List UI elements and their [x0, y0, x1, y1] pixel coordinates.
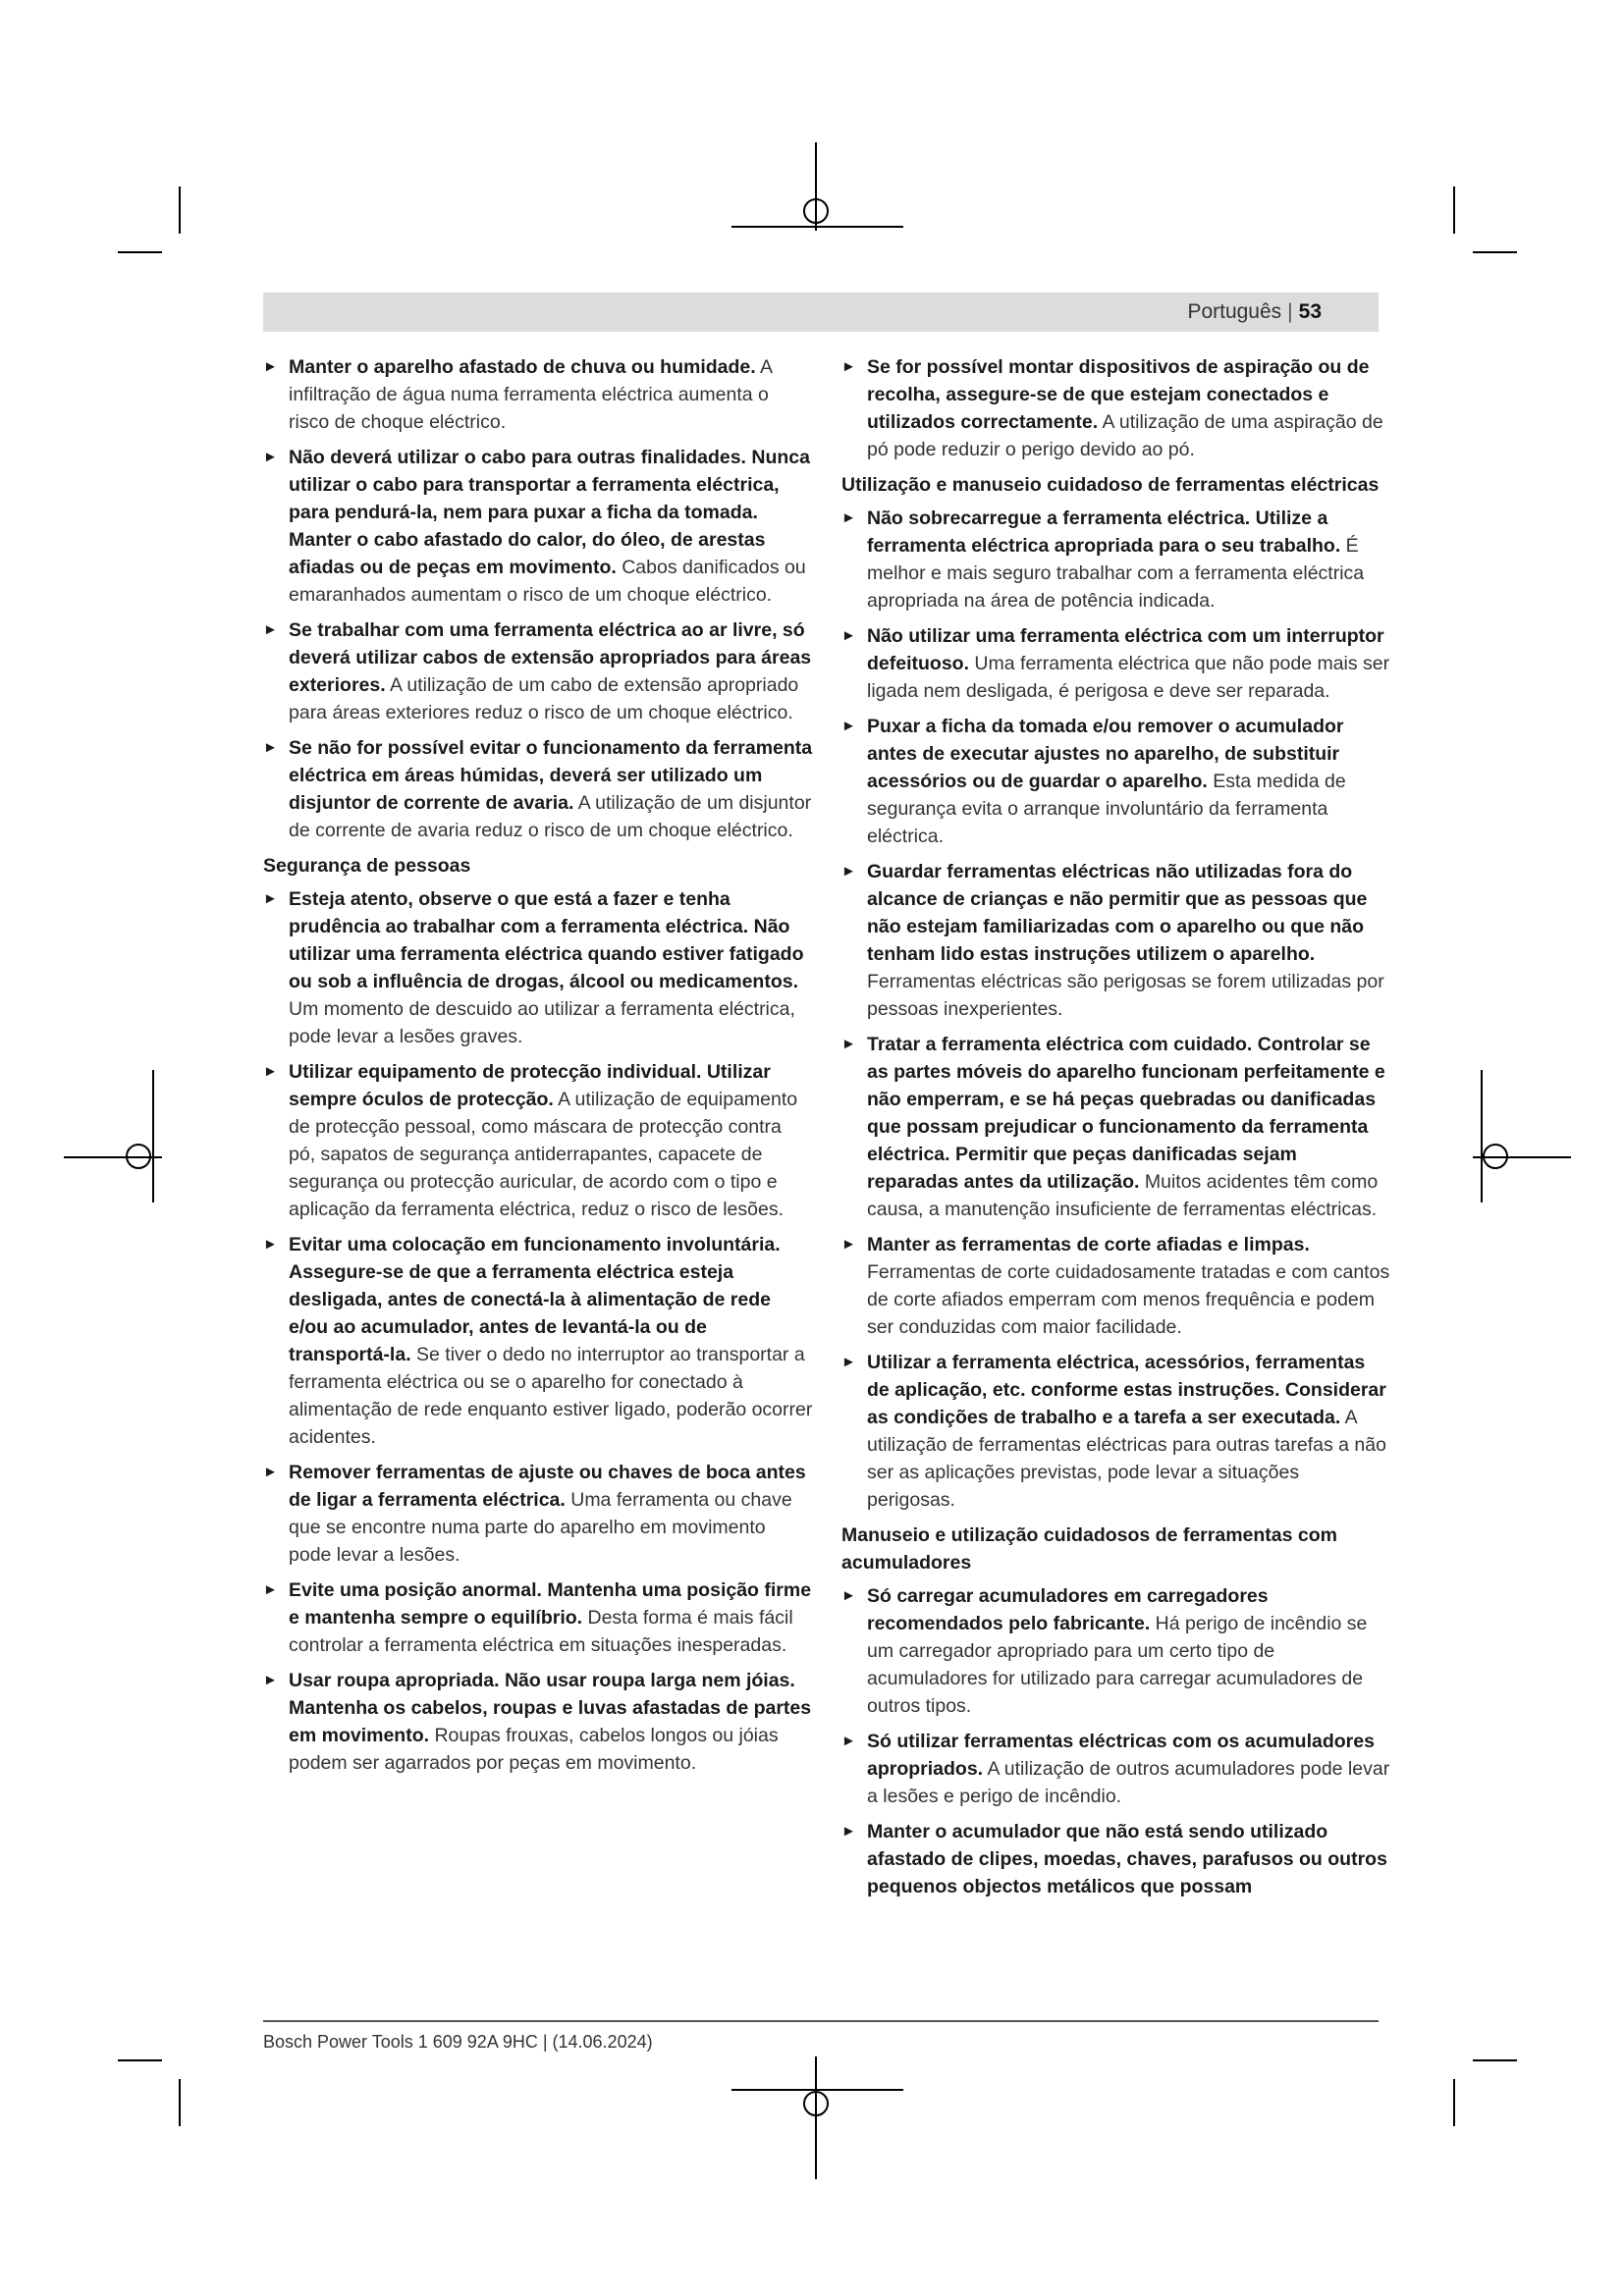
item-bold-text: Só utilizar ferramentas eléctricas com os acumuladores apropriados.	[867, 1731, 1375, 1780]
crop-mark	[1473, 2059, 1517, 2061]
footer-divider	[263, 2020, 1379, 2022]
header-label	[1187, 293, 1322, 332]
registration-target-icon	[126, 1144, 151, 1169]
item-normal-text: A utilização de equipamento de protecção pessoal, como máscara de protecção contra pó, sapatos de segurança antiderrapantes, capacete de segurança ou protecção auricular, de acordo com o tipo e aplicação da ferramenta eléctrica, reduz o risco de lesões.	[289, 1089, 798, 1220]
bullet-arrow-icon: ►	[841, 1354, 856, 1370]
bullet-arrow-icon: ►	[263, 1464, 278, 1480]
item-bold-text: Usar roupa apropriada. Não usar roupa larga nem jóias. Mantenha os cabelos, roupas e luvas afastadas de partes em movimento.	[289, 1670, 812, 1746]
section-heading: Utilização e manuseio cuidadoso de ferramentas eléctricas	[841, 474, 1380, 496]
item-normal-text: Esta medida de segurança evita o arranque involuntário da ferramenta eléctrica.	[867, 771, 1346, 847]
item-normal-text: A utilização de ferramentas eléctricas para outras tarefas a não ser as aplicações previstas, pode levar a situações perigosas.	[867, 1407, 1386, 1511]
registration-mark	[815, 2056, 817, 2179]
left-column	[263, 353, 813, 1785]
item-normal-text: Muitos acidentes têm como causa, a manutenção insuficiente de ferramentas eléctricas.	[867, 1171, 1379, 1220]
list-item	[263, 1667, 813, 1777]
bullet-arrow-icon: ►	[841, 1823, 856, 1840]
section-heading: Segurança de pessoas	[263, 855, 471, 877]
item-bold-text: Se não for possível evitar o funcionamento da ferramenta eléctrica em áreas húmidas, deverá ser utilizado um disjuntor de corrente de avaria.	[289, 737, 813, 814]
header-language: Português	[1187, 300, 1282, 323]
item-bold-text: Não sobrecarregue a ferramenta eléctrica. Utilize a ferramenta eléctrica apropriada para o seu trabalho.	[867, 507, 1341, 557]
right-column	[841, 353, 1391, 1908]
item-normal-text: Roupas frouxas, cabelos longos ou jóias podem ser agarrados por peças em movimento.	[289, 1725, 779, 1774]
crop-mark	[179, 2079, 181, 2126]
bullet-arrow-icon: ►	[263, 1236, 278, 1253]
crop-mark	[179, 187, 181, 234]
item-normal-text: Uma ferramenta ou chave que se encontre numa parte do aparelho em movimento pode levar a lesões.	[289, 1489, 792, 1566]
bullet-arrow-icon: ►	[263, 890, 278, 907]
item-normal-text: A utilização de outros acumuladores pode levar a lesões e perigo de incêndio.	[867, 1758, 1390, 1807]
list-item	[263, 1459, 813, 1569]
page-header	[263, 293, 1379, 332]
item-bold-text: Guardar ferramentas eléctricas não utilizadas fora do alcance de crianças e não permitir que as pessoas que não estejam familiarizadas com o aparelho ou que não tenham lido estas instruções utilizem o aparelho.	[867, 861, 1368, 965]
item-normal-text: A utilização de uma aspiração de pó pode reduzir o perigo devido ao pó.	[867, 411, 1383, 460]
list-item	[263, 353, 813, 436]
item-bold-text: Evitar uma colocação em funcionamento involuntária. Assegure-se de que a ferramenta eléctrica esteja desligada, antes de conectá-la à alimentação de rede e/ou ao acumulador, antes de levantá-la ou de transportá-la.	[289, 1234, 781, 1365]
bullet-arrow-icon: ►	[841, 509, 856, 526]
registration-mark	[1481, 1070, 1483, 1202]
registration-mark	[152, 1070, 154, 1202]
list-item	[841, 1231, 1391, 1341]
item-bold-text: Manter o aparelho afastado de chuva ou humidade.	[289, 356, 756, 378]
bullet-arrow-icon: ►	[263, 1672, 278, 1688]
item-bold-text: Manter as ferramentas de corte afiadas e limpas.	[867, 1234, 1310, 1255]
header-separator: |	[1287, 300, 1293, 323]
item-normal-text: Uma ferramenta eléctrica que não pode mais ser ligada nem desligada, é perigosa e deve ser reparada.	[867, 653, 1390, 702]
item-normal-text: Desta forma é mais fácil controlar a ferramenta eléctrica em situações inesperadas.	[289, 1607, 793, 1656]
crop-mark	[118, 251, 162, 253]
bullet-arrow-icon: ►	[263, 1581, 278, 1598]
item-normal-text: Ferramentas eléctricas são perigosas se forem utilizadas por pessoas inexperientes.	[867, 971, 1384, 1020]
registration-target-icon	[803, 2091, 829, 2116]
list-item	[841, 858, 1391, 1023]
item-normal-text: A utilização de um cabo de extensão apropriado para áreas exteriores reduz o risco de um choque eléctrico.	[289, 674, 799, 723]
bullet-arrow-icon: ►	[841, 863, 856, 880]
item-bold-text: Utilizar equipamento de protecção individual. Utilizar sempre óculos de protecção.	[289, 1061, 771, 1110]
bullet-arrow-icon: ►	[263, 621, 278, 638]
footer-text: Bosch Power Tools 1 609 92A 9HC | (14.06.2024)	[263, 2032, 653, 2052]
bullet-arrow-icon: ►	[841, 1036, 856, 1052]
bullet-arrow-icon: ►	[841, 627, 856, 644]
list-item	[841, 1818, 1391, 1900]
bullet-arrow-icon: ►	[841, 358, 856, 375]
page-number: 53	[1298, 300, 1322, 323]
item-bold-text: Remover ferramentas de ajuste ou chaves de boca antes de ligar a ferramenta eléctrica.	[289, 1462, 806, 1511]
list-item	[263, 1058, 813, 1223]
bullet-arrow-icon: ►	[263, 449, 278, 465]
list-item	[841, 505, 1391, 614]
list-item	[263, 1231, 813, 1451]
bullet-arrow-icon: ►	[841, 1733, 856, 1749]
list-item	[263, 1576, 813, 1659]
item-bold-text: Não utilizar uma ferramenta eléctrica com um interruptor defeituoso.	[867, 625, 1384, 674]
list-item	[841, 1349, 1391, 1514]
list-item	[841, 622, 1391, 705]
list-item	[841, 713, 1391, 850]
item-bold-text: Se trabalhar com uma ferramenta eléctrica ao ar livre, só deverá utilizar cabos de extensão apropriados para áreas exteriores.	[289, 619, 812, 696]
registration-target-icon	[1483, 1144, 1508, 1169]
crop-mark	[1473, 251, 1517, 253]
list-item	[841, 353, 1391, 463]
item-bold-text: Utilizar a ferramenta eléctrica, acessórios, ferramentas de aplicação, etc. conforme estas instruções. Considerar as condições de trabalho e a tarefa a ser executada.	[867, 1352, 1386, 1428]
list-item	[263, 885, 813, 1050]
item-normal-text: A utilização de um disjuntor de corrente de avaria reduz o risco de um choque eléctrico.	[289, 792, 812, 841]
item-normal-text: Ferramentas de corte cuidadosamente tratadas e com cantos de corte afiados emperram com menos frequência e podem ser conduzidas com maior facilidade.	[867, 1261, 1390, 1338]
crop-mark	[118, 2059, 162, 2061]
item-normal-text: Há perigo de incêndio se um carregador apropriado para um certo tipo de acumuladores for utilizado para carregar acumuladores de outros tipos.	[867, 1613, 1368, 1717]
item-bold-text: Esteja atento, observe o que está a fazer e tenha prudência ao trabalhar com a ferramenta eléctrica. Não utilizar uma ferramenta eléctrica quando estiver fatigado ou sob a influência de drogas, álcool ou medicamentos.	[289, 888, 804, 992]
bullet-arrow-icon: ►	[841, 1236, 856, 1253]
item-bold-text: Manter o acumulador que não está sendo utilizado afastado de clipes, moedas, chaves, parafusos ou outros pequenos objectos metálicos que possam	[867, 1821, 1387, 1897]
item-normal-text: É melhor e mais seguro trabalhar com a ferramenta eléctrica apropriada na área de potência indicada.	[867, 535, 1365, 612]
registration-target-icon	[803, 198, 829, 224]
bullet-arrow-icon: ►	[263, 739, 278, 756]
list-item	[263, 734, 813, 844]
crop-mark	[1453, 2079, 1455, 2126]
registration-mark	[731, 226, 903, 228]
item-bold-text: Evite uma posição anormal. Mantenha uma posição firme e mantenha sempre o equilíbrio.	[289, 1579, 812, 1629]
list-item	[263, 444, 813, 609]
list-item	[841, 1582, 1391, 1720]
item-bold-text: Só carregar acumuladores em carregadores recomendados pelo fabricante.	[867, 1585, 1269, 1634]
bullet-arrow-icon: ►	[841, 718, 856, 734]
bullet-arrow-icon: ►	[263, 358, 278, 375]
list-item	[841, 1728, 1391, 1810]
item-bold-text: Tratar a ferramenta eléctrica com cuidado. Controlar se as partes móveis do aparelho funcionam perfeitamente e não emperram, e se há peças quebradas ou danificadas que possam prejudicar o funcionamento da ferramenta eléctrica. Permitir que peças danificadas sejam reparadas antes da utilização.	[867, 1034, 1385, 1193]
list-item	[263, 616, 813, 726]
section-heading: Manuseio e utilização cuidadosos de ferramentas com acumuladores	[841, 1524, 1337, 1574]
crop-mark	[1453, 187, 1455, 234]
item-bold-text: Se for possível montar dispositivos de aspiração ou de recolha, assegure-se de que estejam conectados e utilizados correctamente.	[867, 356, 1370, 433]
item-normal-text: A infiltração de água numa ferramenta eléctrica aumenta o risco de choque eléctrico.	[289, 356, 772, 433]
item-normal-text: Um momento de descuido ao utilizar a ferramenta eléctrica, pode levar a lesões graves.	[289, 998, 795, 1047]
list-item	[841, 1031, 1391, 1223]
item-bold-text: Não deverá utilizar o cabo para outras finalidades. Nunca utilizar o cabo para transportar a ferramenta eléctrica, para pendurá-la, nem para puxar a ficha da tomada. Manter o cabo afastado do calor, do óleo, de arestas afiadas ou de peças em movimento.	[289, 447, 810, 578]
bullet-arrow-icon: ►	[263, 1063, 278, 1080]
item-normal-text: Cabos danificados ou emaranhados aumentam o risco de um choque eléctrico.	[289, 557, 806, 606]
item-normal-text: Se tiver o dedo no interruptor ao transportar a ferramenta eléctrica ou se o aparelho for conectado à alimentação de rede enquanto estiver ligado, poderão ocorrer acidentes.	[289, 1344, 813, 1448]
item-bold-text: Puxar a ficha da tomada e/ou remover o acumulador antes de executar ajustes no aparelho, de substituir acessórios ou de guardar o aparelho.	[867, 716, 1344, 792]
bullet-arrow-icon: ►	[841, 1587, 856, 1604]
